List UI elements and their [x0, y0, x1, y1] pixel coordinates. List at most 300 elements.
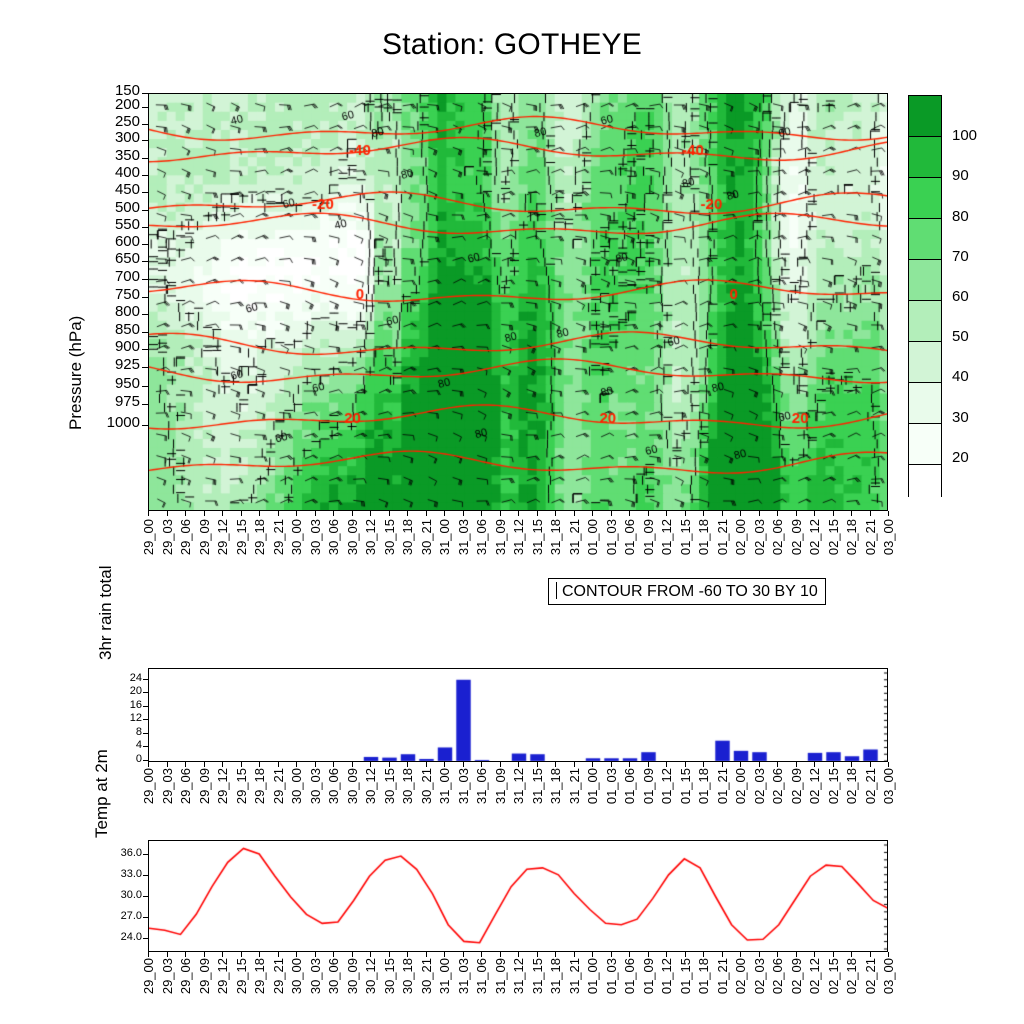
rain-tick-mark	[143, 679, 148, 680]
time-tick-mark	[315, 511, 316, 516]
time-tick-label: 30_03	[307, 958, 323, 995]
time-tick-label: 30_15	[381, 519, 397, 556]
time-tick-mark	[389, 952, 390, 957]
time-tick-label: 02_06	[770, 519, 785, 556]
time-tick-label: 31_21	[566, 958, 582, 995]
temp-tick-mark	[143, 875, 148, 876]
pressure-tick-mark	[142, 332, 148, 333]
time-tick-label: 30_03	[307, 519, 323, 556]
time-tick-mark	[426, 511, 427, 516]
time-tick-mark	[814, 952, 815, 957]
time-tick-mark	[389, 762, 390, 767]
time-tick-mark	[296, 762, 297, 767]
rain-canvas	[149, 669, 888, 762]
pressure-tick-label: 250	[114, 112, 140, 130]
time-tick-label: 31_15	[529, 958, 545, 995]
time-tick-label: 30_00	[289, 519, 304, 556]
time-tick-label: 01_09	[640, 958, 656, 995]
pressure-tick-label: 900	[114, 338, 140, 356]
pressure-tick-label: 550	[114, 215, 140, 233]
pressure-tick-mark	[142, 107, 148, 108]
time-tick-label: 29_06	[178, 519, 193, 556]
time-tick-mark	[518, 511, 519, 516]
pressure-axis-label: Pressure (hPa)	[66, 315, 85, 430]
time-tick-mark	[500, 952, 501, 957]
rain-tick-label: 20	[129, 685, 142, 698]
time-tick-label: 02_21	[862, 958, 878, 995]
time-tick-label: 02_03	[751, 768, 767, 805]
time-tick-mark	[537, 762, 538, 767]
time-tick-mark	[389, 511, 390, 516]
time-tick-mark	[148, 762, 149, 767]
time-tick-label: 01_15	[677, 768, 693, 805]
time-tick-mark	[555, 952, 556, 957]
time-tick-mark	[259, 511, 260, 516]
time-tick-mark	[148, 511, 149, 516]
time-tick-mark	[851, 762, 852, 767]
contour-caption-text: CONTOUR FROM -60 TO 30 BY 10	[562, 583, 818, 600]
time-tick-mark	[592, 952, 593, 957]
time-tick-label: 29_12	[215, 958, 230, 995]
time-tick-label: 29_00	[141, 519, 156, 556]
time-tick-label: 30_12	[363, 958, 378, 995]
pressure-tick-mark	[142, 279, 148, 280]
time-tick-mark	[703, 762, 704, 767]
pressure-tick-mark	[142, 192, 148, 193]
time-tick-mark	[222, 952, 223, 957]
time-tick-label: 01_03	[603, 958, 619, 995]
temp-tick-label: 36.0	[120, 847, 142, 860]
time-tick-label: 29_09	[196, 958, 212, 995]
time-tick-label: 01_09	[640, 519, 656, 556]
time-tick-mark	[444, 511, 445, 516]
pressure-tick-label: 450	[114, 181, 140, 199]
time-tick-label: 02_12	[807, 519, 822, 556]
temp-tick-mark	[143, 854, 148, 855]
time-tick-mark	[685, 511, 686, 516]
time-tick-label: 29_09	[196, 519, 212, 556]
pressure-tick-label: 150	[114, 82, 140, 99]
time-tick-label: 31_00	[437, 958, 452, 995]
time-tick-label: 31_09	[492, 519, 508, 556]
time-tick-label: 29_21	[270, 768, 286, 805]
time-tick-label: 02_09	[788, 958, 804, 995]
rain-tick-mark	[143, 692, 148, 693]
colorbar-label: 30	[952, 408, 969, 426]
time-tick-mark	[278, 762, 279, 767]
colorbar-swatch	[909, 219, 941, 260]
time-tick-mark	[870, 762, 871, 767]
time-tick-label: 31_15	[529, 768, 545, 805]
time-tick-label: 31_12	[511, 768, 526, 805]
time-tick-label: 30_18	[400, 519, 415, 556]
pressure-tick-mark	[142, 140, 148, 141]
time-tick-label: 29_03	[159, 768, 175, 805]
time-tick-mark	[851, 511, 852, 516]
pressure-tick-mark	[142, 386, 148, 387]
time-tick-mark	[500, 511, 501, 516]
time-tick-mark	[407, 952, 408, 957]
time-tick-label: 29_06	[178, 958, 193, 995]
time-tick-label: 30_09	[344, 958, 360, 995]
time-tick-mark	[870, 952, 871, 957]
time-tick-label: 29_00	[141, 958, 156, 995]
time-tick-mark	[370, 511, 371, 516]
time-tick-label: 31_09	[492, 768, 508, 805]
time-tick-mark	[648, 762, 649, 767]
temp-tick-mark	[143, 917, 148, 918]
time-tick-mark	[204, 511, 205, 516]
time-tick-label: 30_18	[400, 768, 415, 805]
time-tick-mark	[666, 511, 667, 516]
time-tick-label: 31_15	[529, 519, 545, 556]
time-tick-label: 30_03	[307, 768, 323, 805]
time-tick-mark	[722, 511, 723, 516]
time-tick-mark	[296, 511, 297, 516]
colorbar-swatch	[909, 465, 941, 505]
time-tick-label: 01_21	[714, 958, 730, 995]
time-tick-mark	[703, 511, 704, 516]
time-tick-label: 02_21	[862, 768, 878, 805]
time-tick-mark	[648, 511, 649, 516]
time-tick-mark	[814, 511, 815, 516]
pressure-tick-mark	[142, 244, 148, 245]
time-tick-mark	[666, 952, 667, 957]
time-tick-mark	[333, 952, 334, 957]
time-tick-mark	[296, 952, 297, 957]
time-tick-mark	[185, 511, 186, 516]
temp-tick-label: 27.0	[120, 909, 142, 922]
time-tick-label: 02_12	[807, 958, 822, 995]
temp-tick-label: 24.0	[120, 930, 142, 943]
contour-caption	[548, 578, 826, 605]
rain-tick-mark	[143, 706, 148, 707]
time-tick-mark	[444, 762, 445, 767]
time-tick-label: 29_06	[178, 768, 193, 805]
rain-tick-label: 24	[129, 671, 142, 684]
time-tick-label: 31_21	[566, 519, 582, 556]
time-tick-mark	[537, 952, 538, 957]
pressure-tick-mark	[142, 425, 148, 426]
time-tick-label: 30_21	[418, 958, 434, 995]
time-tick-mark	[833, 511, 834, 516]
time-tick-mark	[777, 762, 778, 767]
pressure-tick-mark	[142, 367, 148, 368]
time-tick-label: 29_18	[252, 519, 267, 556]
time-tick-mark	[204, 762, 205, 767]
time-tick-mark	[444, 952, 445, 957]
time-tick-label: 31_18	[548, 958, 563, 995]
time-tick-mark	[611, 762, 612, 767]
time-tick-mark	[851, 952, 852, 957]
pressure-tick-label: 650	[114, 250, 140, 268]
time-tick-mark	[611, 511, 612, 516]
time-tick-mark	[463, 762, 464, 767]
time-tick-label: 01_03	[603, 519, 619, 556]
time-tick-label: 01_03	[603, 768, 619, 805]
time-tick-label: 29_15	[233, 958, 249, 995]
time-tick-mark	[592, 511, 593, 516]
rain-tick-mark	[143, 719, 148, 720]
pressure-tick-mark	[142, 349, 148, 350]
time-tick-label: 31_00	[437, 768, 452, 805]
time-tick-mark	[611, 952, 612, 957]
time-tick-label: 01_12	[659, 519, 674, 556]
time-tick-label: 31_03	[455, 958, 471, 995]
time-tick-label: 02_09	[788, 519, 804, 556]
time-tick-label: 02_09	[788, 768, 804, 805]
pressure-tick-label: 950	[114, 374, 140, 392]
rain-tick-mark	[143, 746, 148, 747]
time-tick-mark	[888, 762, 889, 767]
humidity-cross-section-plot	[148, 93, 888, 511]
time-tick-mark	[167, 762, 168, 767]
time-tick-mark	[370, 952, 371, 957]
pressure-tick-label: 1000	[106, 414, 140, 432]
pressure-tick-label: 975	[114, 393, 140, 411]
time-tick-label: 01_06	[622, 958, 637, 995]
time-tick-mark	[278, 511, 279, 516]
time-tick-mark	[870, 511, 871, 516]
time-tick-label: 30_09	[344, 768, 360, 805]
rain-tick-label: 16	[129, 698, 142, 711]
pressure-tick-mark	[142, 210, 148, 211]
time-tick-label: 02_12	[807, 768, 822, 805]
time-tick-label: 31_06	[474, 519, 489, 556]
caption-bar-icon	[556, 582, 557, 599]
time-tick-mark	[574, 762, 575, 767]
time-tick-mark	[537, 511, 538, 516]
time-tick-mark	[352, 952, 353, 957]
temp-canvas	[149, 841, 888, 952]
colorbar-label: 40	[952, 368, 969, 386]
colorbar-label: 70	[952, 247, 969, 265]
rain-axis-label: 3hr rain total	[96, 565, 115, 660]
time-tick-label: 30_00	[289, 768, 304, 805]
time-tick-label: 30_06	[326, 768, 341, 805]
colorbar-label: 20	[952, 448, 969, 466]
time-tick-mark	[426, 762, 427, 767]
colorbar-swatch	[909, 424, 941, 465]
pressure-tick-mark	[142, 158, 148, 159]
time-tick-label: 31_21	[566, 768, 582, 805]
time-tick-label: 02_06	[770, 768, 785, 805]
time-tick-label: 29_18	[252, 768, 267, 805]
time-tick-mark	[722, 952, 723, 957]
time-tick-label: 01_12	[659, 958, 674, 995]
time-tick-mark	[740, 952, 741, 957]
time-tick-label: 03_00	[881, 958, 896, 995]
time-tick-mark	[796, 762, 797, 767]
time-tick-mark	[426, 952, 427, 957]
time-tick-label: 01_18	[696, 519, 711, 556]
colorbar-swatch	[909, 301, 941, 342]
pressure-tick-label: 400	[114, 163, 140, 181]
time-tick-label: 02_15	[825, 519, 841, 556]
time-tick-mark	[167, 952, 168, 957]
time-tick-label: 30_06	[326, 958, 341, 995]
time-tick-mark	[259, 952, 260, 957]
pressure-tick-mark	[142, 314, 148, 315]
time-tick-label: 30_18	[400, 958, 415, 995]
time-tick-label: 29_18	[252, 958, 267, 995]
time-tick-label: 01_06	[622, 768, 637, 805]
pressure-tick-label: 600	[114, 233, 140, 251]
time-tick-label: 01_12	[659, 768, 674, 805]
time-tick-mark	[740, 762, 741, 767]
time-tick-label: 01_18	[696, 958, 711, 995]
temp-tick-mark	[143, 938, 148, 939]
time-tick-mark	[574, 511, 575, 516]
time-tick-mark	[518, 762, 519, 767]
time-tick-mark	[352, 511, 353, 516]
colorbar-swatch	[909, 96, 941, 137]
time-tick-label: 01_06	[622, 519, 637, 556]
time-tick-label: 29_12	[215, 768, 230, 805]
time-tick-mark	[777, 952, 778, 957]
time-tick-mark	[278, 952, 279, 957]
time-tick-mark	[759, 952, 760, 957]
time-tick-mark	[833, 952, 834, 957]
time-tick-mark	[407, 511, 408, 516]
pressure-tick-mark	[142, 297, 148, 298]
rain-tick-label: 8	[135, 725, 142, 738]
time-tick-mark	[703, 952, 704, 957]
time-tick-mark	[463, 952, 464, 957]
rain-tick-label: 0	[135, 753, 142, 765]
colorbar-label: 50	[952, 328, 969, 346]
time-tick-mark	[888, 511, 889, 516]
temp-tick-label: 30.0	[120, 889, 142, 901]
time-tick-label: 31_06	[474, 958, 489, 995]
time-tick-mark	[574, 952, 575, 957]
time-tick-label: 31_09	[492, 958, 508, 995]
pressure-tick-label: 850	[114, 320, 140, 338]
time-tick-label: 02_18	[844, 519, 859, 556]
time-tick-mark	[315, 762, 316, 767]
time-tick-mark	[518, 952, 519, 957]
time-tick-mark	[685, 952, 686, 957]
page-title: Station: GOTHEYE	[382, 28, 642, 61]
time-tick-label: 31_12	[511, 519, 526, 556]
time-tick-mark	[370, 762, 371, 767]
time-tick-mark	[352, 762, 353, 767]
time-tick-label: 31_06	[474, 768, 489, 805]
time-tick-mark	[796, 952, 797, 957]
time-tick-mark	[500, 762, 501, 767]
time-tick-mark	[148, 952, 149, 957]
time-tick-label: 30_12	[363, 768, 378, 805]
colorbar-swatch	[909, 137, 941, 178]
time-tick-label: 02_15	[825, 768, 841, 805]
time-tick-mark	[204, 952, 205, 957]
colorbar-swatch	[909, 260, 941, 301]
time-tick-mark	[592, 762, 593, 767]
colorbar-label: 90	[952, 167, 969, 185]
time-tick-label: 01_15	[677, 958, 693, 995]
time-tick-mark	[333, 511, 334, 516]
time-tick-label: 30_00	[289, 958, 304, 995]
time-tick-label: 02_03	[751, 519, 767, 556]
pressure-tick-label: 350	[114, 146, 140, 164]
temp-axis-label: Temp at 2m	[92, 749, 111, 838]
rain-tick-label: 12	[129, 712, 142, 725]
pressure-tick-mark	[142, 227, 148, 228]
time-tick-label: 01_15	[677, 519, 693, 556]
pressure-tick-mark	[142, 175, 148, 176]
rain-tick-label: 4	[135, 739, 142, 752]
colorbar-swatch	[909, 383, 941, 424]
time-tick-label: 30_21	[418, 519, 434, 556]
time-tick-mark	[259, 762, 260, 767]
rain-bar-chart	[148, 668, 888, 762]
pressure-tick-mark	[142, 404, 148, 405]
time-tick-mark	[740, 511, 741, 516]
colorbar-label: 80	[952, 207, 969, 225]
time-tick-mark	[759, 511, 760, 516]
time-tick-label: 31_12	[511, 958, 526, 995]
time-tick-label: 02_18	[844, 958, 859, 995]
time-tick-label: 29_00	[141, 768, 156, 805]
time-tick-mark	[315, 952, 316, 957]
time-tick-mark	[666, 762, 667, 767]
time-tick-label: 01_00	[585, 768, 600, 805]
time-tick-label: 01_09	[640, 768, 656, 805]
time-tick-label: 30_12	[363, 519, 378, 556]
time-tick-label: 29_21	[270, 519, 286, 556]
time-tick-mark	[407, 762, 408, 767]
time-tick-mark	[555, 762, 556, 767]
temperature-line-chart	[148, 840, 888, 952]
time-tick-mark	[222, 511, 223, 516]
rain-tick-mark	[143, 760, 148, 761]
time-tick-mark	[463, 511, 464, 516]
time-tick-label: 02_06	[770, 958, 785, 995]
time-tick-label: 01_21	[714, 519, 730, 556]
time-tick-mark	[333, 762, 334, 767]
time-tick-label: 31_00	[437, 519, 452, 556]
rain-tick-mark	[143, 733, 148, 734]
time-tick-mark	[777, 511, 778, 516]
cross-section-canvas	[149, 94, 888, 511]
time-tick-mark	[722, 762, 723, 767]
time-tick-mark	[222, 762, 223, 767]
time-tick-label: 03_00	[881, 768, 896, 805]
time-tick-label: 02_18	[844, 768, 859, 805]
time-tick-label: 30_09	[344, 519, 360, 556]
pressure-tick-mark	[142, 261, 148, 262]
pressure-tick-label: 925	[114, 355, 140, 373]
time-tick-label: 01_18	[696, 768, 711, 805]
time-tick-label: 02_03	[751, 958, 767, 995]
time-tick-label: 02_00	[733, 768, 748, 805]
colorbar-swatch	[909, 178, 941, 219]
pressure-tick-mark	[142, 93, 148, 94]
time-tick-label: 30_21	[418, 768, 434, 805]
time-tick-mark	[481, 511, 482, 516]
time-tick-label: 01_21	[714, 768, 730, 805]
time-tick-mark	[833, 762, 834, 767]
time-tick-label: 29_12	[215, 519, 230, 556]
time-tick-mark	[648, 952, 649, 957]
time-tick-label: 29_03	[159, 519, 175, 556]
time-tick-mark	[685, 762, 686, 767]
pressure-tick-label: 200	[114, 95, 140, 113]
pressure-tick-label: 300	[114, 129, 140, 147]
time-tick-mark	[481, 762, 482, 767]
pressure-tick-label: 750	[114, 285, 140, 303]
temp-tick-mark	[143, 896, 148, 897]
